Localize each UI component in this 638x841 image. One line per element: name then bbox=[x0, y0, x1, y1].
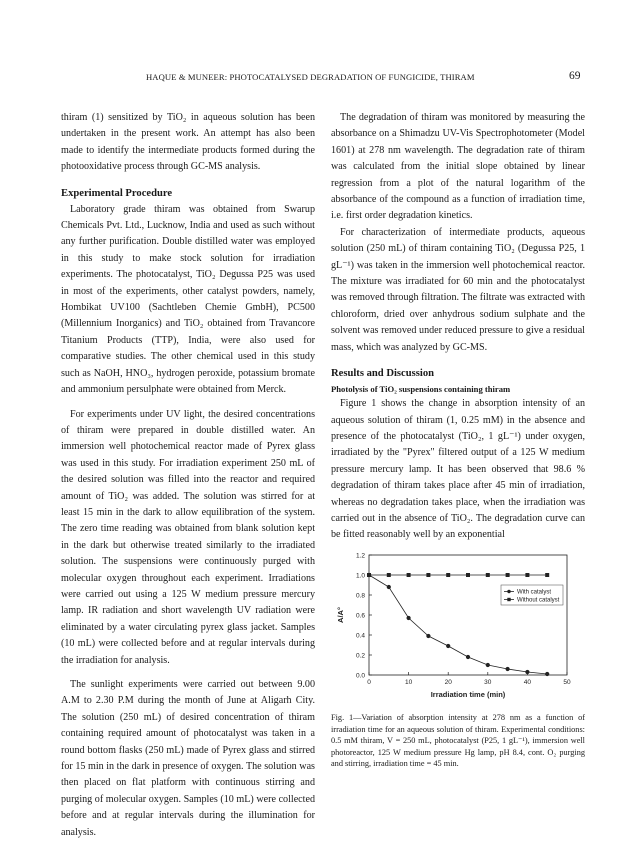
left-paragraph-2: Laboratory grade thiram was obtained from Swarup Chemicals Pvt. Ltd., Lucknow, India and used as such without any further purification. Double distilled water was employed in this study to make stock solution for irradiation experiments. The photocatalyst, TiO₂ Degussa P25 was used in most of the experiments, other catalyst powders, namely, Hombikat UV100 (Sachtleben Chemie GmbH), PC500 (Millennium Inorganics) and TiO₂ obtained from Travancore Titanium Products (TTP), India, were also used for comparative studies. The other chemical used in this study such as NaOH, HNO₃, hydrogen peroxide, potassium bromate and ammonium persulphate were obtained from Merck. bbox=[61, 203, 315, 396]
y-tick-label: 0.2 bbox=[355, 652, 365, 660]
data-point bbox=[466, 655, 470, 659]
experimental-heading: Experimental Procedure bbox=[61, 187, 173, 199]
chart-axes bbox=[336, 552, 571, 699]
page-number: 69 bbox=[569, 70, 581, 82]
data-point bbox=[407, 616, 411, 620]
y-tick-label: 0.8 bbox=[355, 592, 365, 600]
figure-1-chart bbox=[331, 545, 585, 707]
data-point bbox=[545, 672, 549, 676]
y-tick-label: 1.2 bbox=[355, 552, 365, 560]
data-point bbox=[525, 573, 529, 577]
y-tick-label: 0.4 bbox=[355, 632, 365, 640]
running-header bbox=[0, 72, 638, 86]
x-axis-label: Irradiation time (min) bbox=[430, 690, 506, 699]
legend-marker bbox=[507, 598, 510, 601]
x-tick-label: 20 bbox=[444, 679, 452, 686]
data-point bbox=[525, 670, 529, 674]
y-tick-label: 1.0 bbox=[355, 572, 365, 580]
right-column bbox=[331, 110, 585, 544]
data-point bbox=[545, 573, 549, 577]
data-point bbox=[446, 644, 450, 648]
y-axis-label: A/A° bbox=[336, 607, 345, 623]
data-point bbox=[387, 585, 391, 589]
x-tick-label: 50 bbox=[563, 679, 571, 686]
left-column bbox=[61, 110, 315, 841]
x-tick-label: 0 bbox=[367, 679, 371, 686]
data-point bbox=[426, 573, 430, 577]
x-tick-label: 30 bbox=[484, 679, 492, 686]
chart-legend bbox=[501, 585, 563, 605]
data-point bbox=[506, 667, 510, 671]
data-point bbox=[446, 573, 450, 577]
photolysis-subheading: Photolysis of TiO₂ suspensions containing thiram bbox=[331, 384, 511, 395]
y-tick-label: 0.6 bbox=[355, 612, 365, 620]
left-paragraph-1: thiram (1) sensitized by TiO₂ in aqueous solution has been undertaken in the present work. An attempt has also been made to identify the intermediate products formed during the photooxidative process through GC-MS analysis. bbox=[61, 112, 315, 173]
legend-marker bbox=[507, 590, 510, 593]
data-point bbox=[486, 663, 490, 667]
x-tick-label: 40 bbox=[523, 679, 532, 686]
right-paragraph-1: The degradation of thiram was monitored by measuring the absorbance on a Shimadzu UV-Vis Spectrophotometer (Model 1601) at 278 nm wavelength. The degradation rate of thiram was calculated from the initial slope obtained by linear regression from a plot of the natural logarithm of the absorbance of the compound as a function of irradiation time, i.e. first order degradation kinetics. bbox=[331, 112, 585, 222]
data-point bbox=[506, 573, 510, 577]
legend-label: With catalyst bbox=[517, 589, 552, 596]
y-tick-label: 0.0 bbox=[355, 672, 365, 680]
right-paragraph-3: Figure 1 shows the change in absorption intensity of an aqueous solution of thiram (1, 0.25 mM) in the absence and presence of the photocatalyst (TiO₂, 1 gL⁻¹) under oxygen, irradiated by the "Pyrex" filtered output of a 125 W medium pressure mercury lamp. It has been observed that 98.6 % degradation of thiram takes place after 45 min of irradiation, whereas no degradation takes place, when the irradiation was carried out in the absence of TiO₂. The degradation curve can be fitted reasonably well by an exponential bbox=[331, 398, 585, 541]
legend-label: Without catalyst bbox=[517, 597, 560, 604]
running-title: HAQUE & MUNEER: PHOTOCATALYSED DEGRADATION OF FUNGICIDE, THIRAM bbox=[146, 72, 475, 82]
data-point bbox=[387, 573, 391, 577]
data-point bbox=[466, 573, 470, 577]
right-paragraph-2: For characterization of intermediate products, aqueous solution (250 mL) of thiram containing TiO₂ (Degussa P25, 1 gL⁻¹) was taken in the immersion well photochemical reactor. The mixture was irradiated for 60 min and the photocatalyst was removed through filtration. The filtrate was extracted with chloroform, dried over anhydrous sodium sulphate and the solvent was removed under reduced pressure to give a residual mass, which was analyzed by GC-MS. bbox=[331, 226, 585, 353]
left-paragraph-4: The sunlight experiments were carried out between 9.00 A.M to 2.30 P.M during the month of June at Aligarh City. The solution (250 mL) of desired concentration of thiram containing required amount of photocatalyst was taken in a round bottom flasks (250 mL) made of Pyrex glass and stirred for 15 min in the dark in presence of oxygen. The solution was then placed on flat platform with continuous stirring and purging of molecular oxygen. Samples (10 mL) were collected before and at regular intervals during the illumination for analysis. bbox=[61, 679, 315, 838]
figure-caption: Fig. 1—Variation of absorption intensity at 278 nm as a function of irradiation time for an aqueous solution of thiram. Experimental conditions: 0.5 mM thiram, V = 250 mL, photocatalyst (P25, 1 gL⁻¹), immersion well photoreactor, 125 W medium pressure Hg lamp, pH 8.4, cont. O₂ purging and stirring, irradiation time = 45 min. bbox=[331, 713, 585, 769]
data-point bbox=[426, 634, 430, 638]
results-heading: Results and Discussion bbox=[331, 368, 435, 380]
data-point bbox=[367, 573, 371, 577]
data-point bbox=[407, 573, 411, 577]
x-tick-label: 10 bbox=[404, 679, 413, 686]
data-point bbox=[486, 573, 490, 577]
left-paragraph-3: For experiments under UV light, the desired concentrations of thiram were prepared in double distilled water. An immersion well photochemical reactor made of Pyrex glass was used in this study. For irradiation experiment 250 mL of the desired solution was filled into the reactor and required amount of TiO₂ was added. The solution was stirred for at least 15 min in the dark to allow equilibration of the system. The zero time reading was obtained from blank solution kept in the dark but otherwise treated similarly to the irradiated solution. The suspensions were continuously purged with molecular oxygen throughout each experiment. Irradiations were carried out using a 125 W medium pressure mercury lamp. IR radiation and short wavelength UV radiation were eliminated by a water circulating pyrex glass jacket. Samples (10 mL) were collected before and at regular intervals during the irradiation for analysis. bbox=[61, 408, 315, 666]
